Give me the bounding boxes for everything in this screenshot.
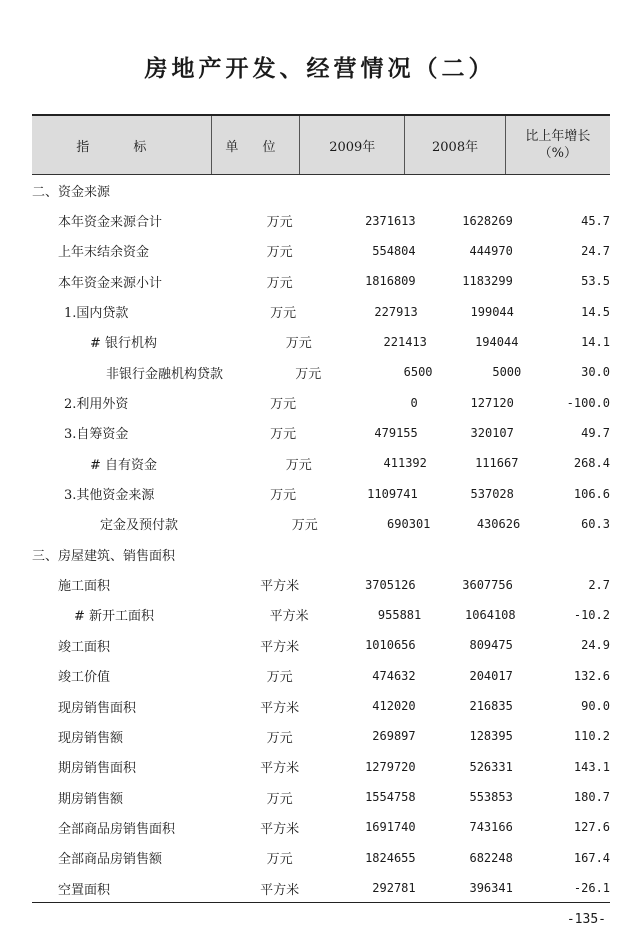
- indicator-cell: 本年资金来源小计: [58, 275, 163, 291]
- indicator-cell: 3.其他资金来源: [64, 488, 155, 504]
- growth-cell: 167.4: [573, 850, 611, 865]
- table-row: [32, 661, 610, 691]
- indicator-cell: # 自有资金: [90, 457, 158, 473]
- table-body: [32, 175, 610, 903]
- value-2009-cell: 2371613: [365, 213, 416, 228]
- value-2009-cell: 411392: [383, 456, 427, 471]
- value-2009-cell: 1010656: [365, 638, 416, 653]
- value-2009-cell: 6500: [403, 365, 433, 380]
- value-2008-cell: 430626: [476, 516, 521, 531]
- value-2009-cell: 955881: [377, 607, 422, 622]
- indicator-cell: 期房销售额: [58, 791, 124, 807]
- table-row: [32, 812, 610, 842]
- value-2009-cell: 1691740: [365, 820, 416, 835]
- growth-cell: -100.0: [566, 395, 610, 410]
- value-2008-cell: 5000: [492, 365, 522, 380]
- value-2009-cell: 227913: [374, 304, 418, 319]
- value-2008-cell: 216835: [469, 699, 513, 714]
- value-2008-cell: 204017: [469, 668, 513, 683]
- table-row: [32, 721, 610, 751]
- unit-cell: 万元: [270, 427, 297, 443]
- unit-cell: 万元: [295, 366, 322, 382]
- value-2009-cell: 1279720: [365, 759, 416, 774]
- value-2008-cell: 199044: [470, 304, 514, 319]
- table-row: [32, 509, 610, 539]
- header-year-2009: 2009年: [300, 116, 405, 174]
- unit-cell: 平方米: [260, 882, 300, 898]
- value-2008-cell: 743166: [469, 820, 513, 835]
- value-2008-cell: 1628269: [462, 213, 513, 228]
- unit-cell: 万元: [270, 488, 297, 504]
- growth-cell: 30.0: [581, 365, 610, 380]
- header-indicator: 指 标: [32, 116, 212, 174]
- table-row: [32, 418, 610, 448]
- header-growth-line1: 比上年增长: [525, 129, 591, 144]
- growth-cell: 53.5: [581, 274, 611, 289]
- unit-cell: 万元: [285, 336, 312, 352]
- value-2008-cell: 809475: [469, 638, 513, 653]
- indicator-cell: 三、房屋建筑、销售面积: [32, 548, 176, 564]
- table-row: [32, 478, 610, 508]
- value-2009-cell: 690301: [387, 516, 431, 531]
- indicator-cell: 本年资金来源合计: [58, 215, 163, 231]
- indicator-cell: 期房销售面积: [58, 761, 137, 777]
- unit-cell: 万元: [266, 245, 293, 261]
- unit-cell: 万元: [266, 670, 293, 686]
- value-2008-cell: 111667: [475, 456, 519, 471]
- unit-cell: 万元: [266, 275, 293, 291]
- value-2008-cell: 127120: [470, 395, 514, 410]
- value-2008-cell: 1183299: [462, 274, 513, 289]
- table-row: [32, 873, 610, 903]
- unit-cell: 平方米: [260, 761, 300, 777]
- value-2009-cell: 1816809: [365, 274, 416, 289]
- growth-cell: -10.2: [573, 607, 610, 622]
- table-row: [32, 327, 610, 357]
- unit-cell: 万元: [270, 306, 297, 322]
- value-2009-cell: 412020: [372, 699, 416, 714]
- growth-cell: 24.9: [581, 638, 611, 653]
- indicator-cell: 3.自筹资金: [64, 427, 129, 443]
- indicator-cell: 全部商品房销售额: [58, 852, 163, 868]
- indicator-cell: # 银行机构: [90, 336, 158, 352]
- indicator-cell: 非银行金融机构贷款: [106, 366, 224, 382]
- table-row: [32, 600, 610, 630]
- value-2009-cell: 292781: [372, 881, 416, 896]
- table-row: [32, 296, 610, 326]
- indicator-cell: # 新开工面积: [74, 609, 155, 625]
- page-title: 房地产开发、经营情况（二）: [144, 55, 496, 82]
- table-row: [32, 630, 610, 660]
- value-2008-cell: 526331: [469, 759, 513, 774]
- unit-cell: 万元: [270, 397, 297, 413]
- unit-cell: 平方米: [260, 639, 300, 655]
- value-2009-cell: 0: [410, 395, 418, 410]
- indicator-cell: 竣工价值: [58, 670, 111, 686]
- indicator-cell: 2.利用外资: [64, 397, 129, 413]
- growth-cell: 2.7: [588, 577, 611, 592]
- table-row: [32, 387, 610, 417]
- unit-cell: 平方米: [260, 821, 300, 837]
- indicator-cell: 现房销售面积: [58, 700, 137, 716]
- indicator-cell: 全部商品房销售面积: [58, 821, 176, 837]
- growth-cell: 106.6: [573, 486, 610, 501]
- value-2009-cell: 1824655: [365, 850, 416, 865]
- value-2009-cell: 1109741: [367, 486, 418, 501]
- table-bottom-rule: [32, 902, 610, 903]
- table-row: [32, 752, 610, 782]
- growth-cell: 143.1: [573, 759, 611, 774]
- value-2008-cell: 444970: [469, 243, 513, 258]
- value-2009-cell: 1554758: [365, 790, 416, 805]
- value-2008-cell: 537028: [470, 486, 514, 501]
- table-row: [32, 691, 610, 721]
- indicator-cell: 二、资金来源: [32, 184, 111, 200]
- growth-cell: 132.6: [573, 668, 611, 683]
- value-2008-cell: 396341: [469, 881, 513, 896]
- value-2009-cell: 221413: [383, 334, 427, 349]
- table-row: [32, 448, 610, 478]
- table-row: [32, 205, 610, 235]
- growth-cell: 127.6: [573, 820, 611, 835]
- indicator-cell: 现房销售额: [58, 730, 124, 746]
- growth-cell: 49.7: [581, 425, 610, 440]
- value-2009-cell: 269897: [372, 729, 416, 744]
- indicator-cell: 定金及预付款: [100, 518, 179, 534]
- value-2009-cell: 474632: [372, 668, 416, 683]
- unit-cell: 平方米: [260, 700, 300, 716]
- header-growth-line2: （%）: [538, 146, 578, 161]
- unit-cell: 万元: [266, 791, 293, 807]
- unit-cell: 万元: [266, 852, 293, 868]
- value-2008-cell: 320107: [470, 425, 514, 440]
- unit-cell: 万元: [285, 457, 312, 473]
- value-2009-cell: 3705126: [365, 577, 416, 592]
- unit-cell: 万元: [266, 215, 293, 231]
- unit-cell: 万元: [291, 518, 318, 534]
- value-2008-cell: 1064108: [465, 607, 516, 622]
- indicator-cell: 空置面积: [58, 882, 111, 898]
- growth-cell: -26.1: [573, 881, 611, 896]
- value-2008-cell: 194044: [475, 334, 519, 349]
- unit-cell: 万元: [266, 730, 293, 746]
- growth-cell: 268.4: [573, 456, 610, 471]
- section-heading-row: [32, 175, 610, 205]
- header-unit: 单 位: [212, 116, 300, 174]
- value-2009-cell: 554804: [372, 243, 416, 258]
- table-row: [32, 236, 610, 266]
- table-row: [32, 266, 610, 296]
- table-row: [32, 357, 610, 387]
- indicator-cell: 上年末结余资金: [58, 245, 150, 261]
- page-number: -135-: [566, 912, 606, 927]
- growth-cell: 45.7: [581, 213, 611, 228]
- growth-cell: 14.5: [581, 304, 610, 319]
- table-row: [32, 782, 610, 812]
- section-heading-row: [32, 539, 610, 569]
- value-2009-cell: 479155: [374, 425, 418, 440]
- value-2008-cell: 553853: [469, 790, 513, 805]
- table-row: [32, 843, 610, 873]
- header-year-2008: 2008年: [405, 116, 505, 174]
- indicator-cell: 施工面积: [58, 579, 111, 595]
- value-2008-cell: 3607756: [462, 577, 513, 592]
- growth-cell: 180.7: [573, 790, 611, 805]
- indicator-cell: 1.国内贷款: [64, 306, 129, 322]
- growth-cell: 14.1: [581, 334, 610, 349]
- value-2008-cell: 682248: [469, 850, 513, 865]
- indicator-cell: 竣工面积: [58, 639, 111, 655]
- table-row: [32, 569, 610, 599]
- unit-cell: 平方米: [269, 609, 309, 625]
- growth-cell: 24.7: [581, 243, 611, 258]
- header-growth: [506, 116, 610, 174]
- growth-cell: 110.2: [573, 729, 611, 744]
- unit-cell: 平方米: [260, 579, 300, 595]
- table-header: [32, 116, 610, 175]
- value-2008-cell: 128395: [469, 729, 513, 744]
- growth-cell: 60.3: [581, 516, 610, 531]
- growth-cell: 90.0: [581, 699, 611, 714]
